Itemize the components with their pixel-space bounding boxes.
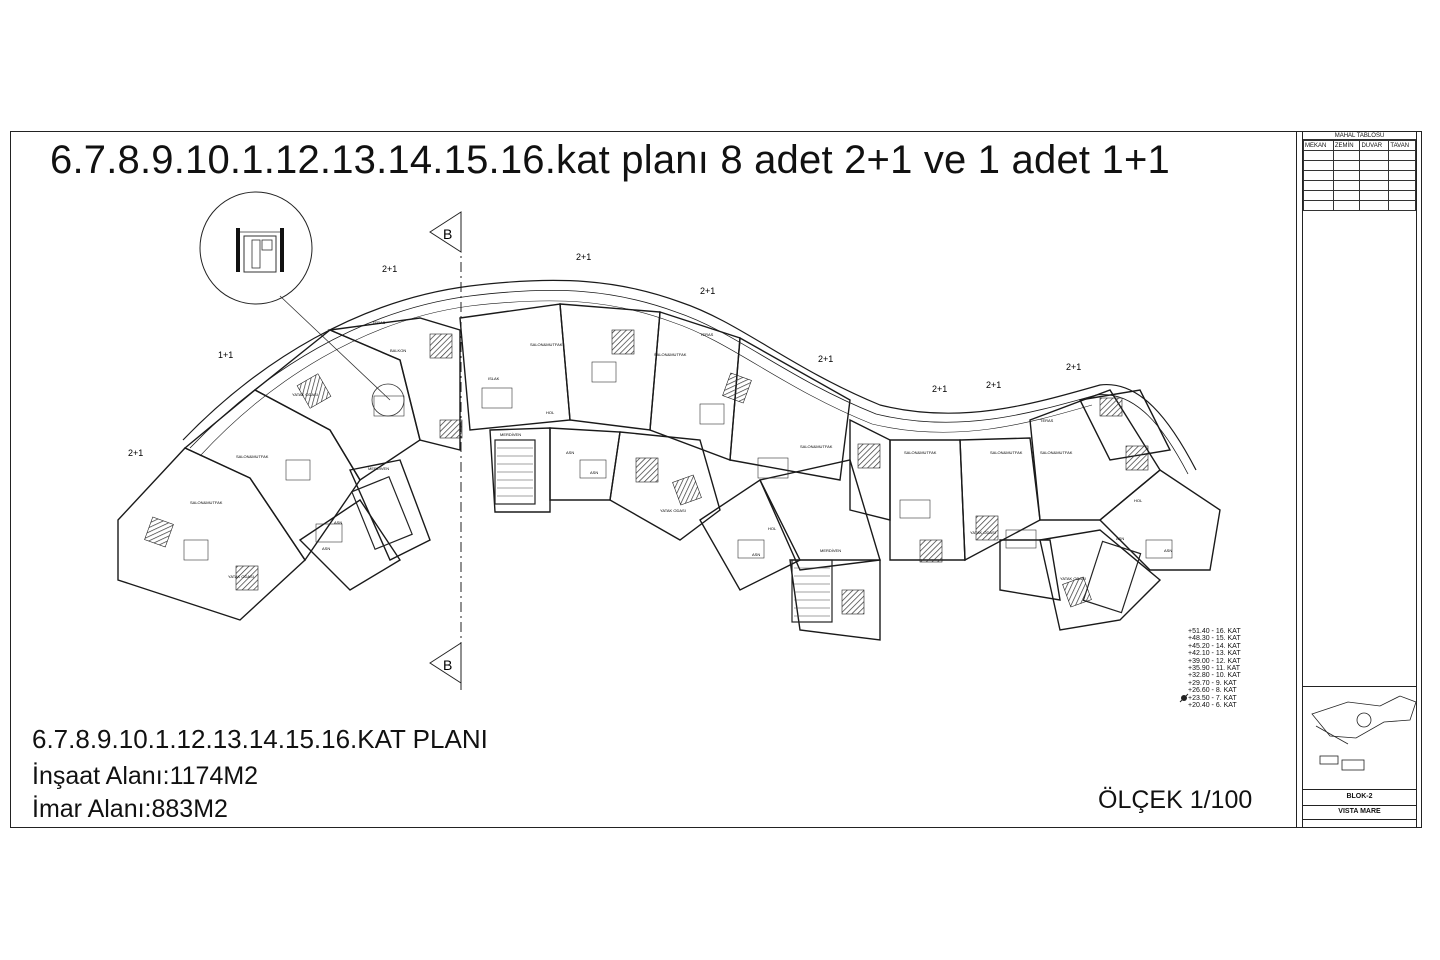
room-label: SALON&MUTFAK	[236, 454, 269, 459]
scale-label: ÖLÇEK 1/100	[1098, 786, 1253, 814]
construction-area: İnşaat Alanı:1174M2	[32, 762, 259, 790]
mahal-header: MEKAN	[1304, 141, 1334, 151]
room-label: TERAS	[372, 320, 386, 325]
room-label: TERAS	[1040, 418, 1054, 423]
level-item: +29.70 - 9. KAT	[1188, 679, 1237, 687]
mahal-row	[1304, 181, 1416, 191]
key-plan-divider	[1303, 686, 1416, 687]
level-item: +35.90 - 11. KAT	[1188, 665, 1241, 673]
room-label: YATAK ODASI	[1060, 576, 1086, 581]
unit-label: 2+1	[932, 384, 948, 394]
room-label: YATAK ODASI	[970, 530, 996, 535]
room-label: HOL	[1134, 498, 1143, 503]
right-wing	[700, 338, 1220, 640]
room-label: MERDİVEN	[500, 432, 522, 437]
room-label: ASN	[752, 552, 761, 557]
mahal-row	[1304, 191, 1416, 201]
section-line-b	[430, 212, 461, 690]
room-label: YATAK ODASI	[660, 508, 686, 513]
orientation-marker-icon	[1180, 694, 1188, 702]
detail-callout	[200, 192, 407, 416]
room-label: SALON&MUTFAK	[654, 352, 687, 357]
level-item: +23.50 - 7. KAT	[1188, 694, 1237, 702]
room-label: TERAS	[700, 332, 714, 337]
zoning-area: İmar Alanı:883M2	[32, 795, 228, 823]
level-item: +48.30 - 15. KAT	[1188, 635, 1241, 643]
room-label: ASN	[334, 520, 343, 525]
mahal-row	[1304, 201, 1416, 211]
mahal-row	[1304, 151, 1416, 161]
title-block	[1296, 131, 1422, 828]
title-block-frame	[1302, 131, 1417, 828]
unit-label: 2+1	[576, 252, 592, 262]
unit-label: 2+1	[382, 264, 398, 274]
room-label: SALON&MUTFAK	[904, 450, 937, 455]
fixtures	[184, 362, 1172, 560]
mahal-table-title: MAHAL TABLOSU	[1303, 131, 1416, 140]
room-label: ASN	[322, 546, 331, 551]
room-label: ASN	[1164, 548, 1173, 553]
room-label: SALON&MUTFAK	[190, 500, 223, 505]
plan-caption: 6.7.8.9.10.1.12.13.14.15.16.KAT PLANI	[32, 724, 488, 754]
page-title: 6.7.8.9.10.1.12.13.14.15.16.kat planı 8 adet 2+1 ve 1 adet 1+1	[50, 138, 1170, 182]
room-label: ASN	[566, 450, 575, 455]
stair-cores	[352, 440, 1141, 622]
level-item: +20.40 - 6. KAT	[1188, 702, 1237, 710]
room-label: MERDİVEN	[368, 466, 390, 471]
room-label: SALON&MUTFAK	[1040, 450, 1073, 455]
unit-label: 2+1	[818, 354, 834, 364]
section-marker-bottom: B	[443, 657, 453, 673]
level-item: +26.60 - 8. KAT	[1188, 687, 1237, 695]
mahal-row	[1304, 171, 1416, 181]
unit-label: 2+1	[986, 380, 1002, 390]
mahal-table	[1303, 131, 1416, 211]
mahal-header: ZEMİN	[1333, 141, 1360, 151]
mahal-header: DUVAR	[1360, 141, 1389, 151]
room-label: ISLAK	[488, 376, 500, 381]
mahal-row	[1304, 161, 1416, 171]
block-name: BLOK-2	[1303, 789, 1416, 804]
unit-label: 2+1	[1066, 362, 1082, 372]
level-item: +39.00 - 12. KAT	[1188, 657, 1241, 665]
level-item: +42.10 - 13. KAT	[1188, 650, 1241, 658]
room-label: SALON&MUTFAK	[990, 450, 1023, 455]
level-item: +51.40 - 16. KAT	[1188, 628, 1241, 635]
room-label: YATAK ODASI	[228, 574, 254, 579]
section-marker-top: B	[443, 226, 453, 242]
bed-symbols	[145, 330, 1148, 614]
mahal-table-grid	[1303, 140, 1416, 211]
room-label: SALON&MUTFAK	[530, 342, 563, 347]
stair-treads	[497, 448, 830, 616]
mahal-header: TAVAN	[1389, 141, 1416, 151]
room-label: YATAK ODASI	[292, 392, 318, 397]
level-item: +32.80 - 10. KAT	[1188, 672, 1241, 680]
room-label: BALKON	[390, 348, 407, 353]
drawer-row	[1303, 819, 1416, 828]
level-list	[1188, 628, 1241, 709]
project-name: VISTA MARE	[1303, 805, 1416, 818]
center-wing	[460, 304, 740, 540]
room-label: HOL	[768, 526, 777, 531]
room-label: ASN	[590, 470, 599, 475]
left-wing	[118, 318, 460, 620]
unit-label: 2+1	[700, 286, 716, 296]
room-label: MERDİVEN	[820, 548, 842, 553]
unit-label: 1+1	[218, 350, 234, 360]
unit-label: 2+1	[128, 448, 144, 458]
level-item: +45.20 - 14. KAT	[1188, 642, 1241, 650]
room-label: SALON&MUTFAK	[800, 444, 833, 449]
room-label: ASN	[1116, 536, 1125, 541]
room-label: HOL	[546, 410, 555, 415]
